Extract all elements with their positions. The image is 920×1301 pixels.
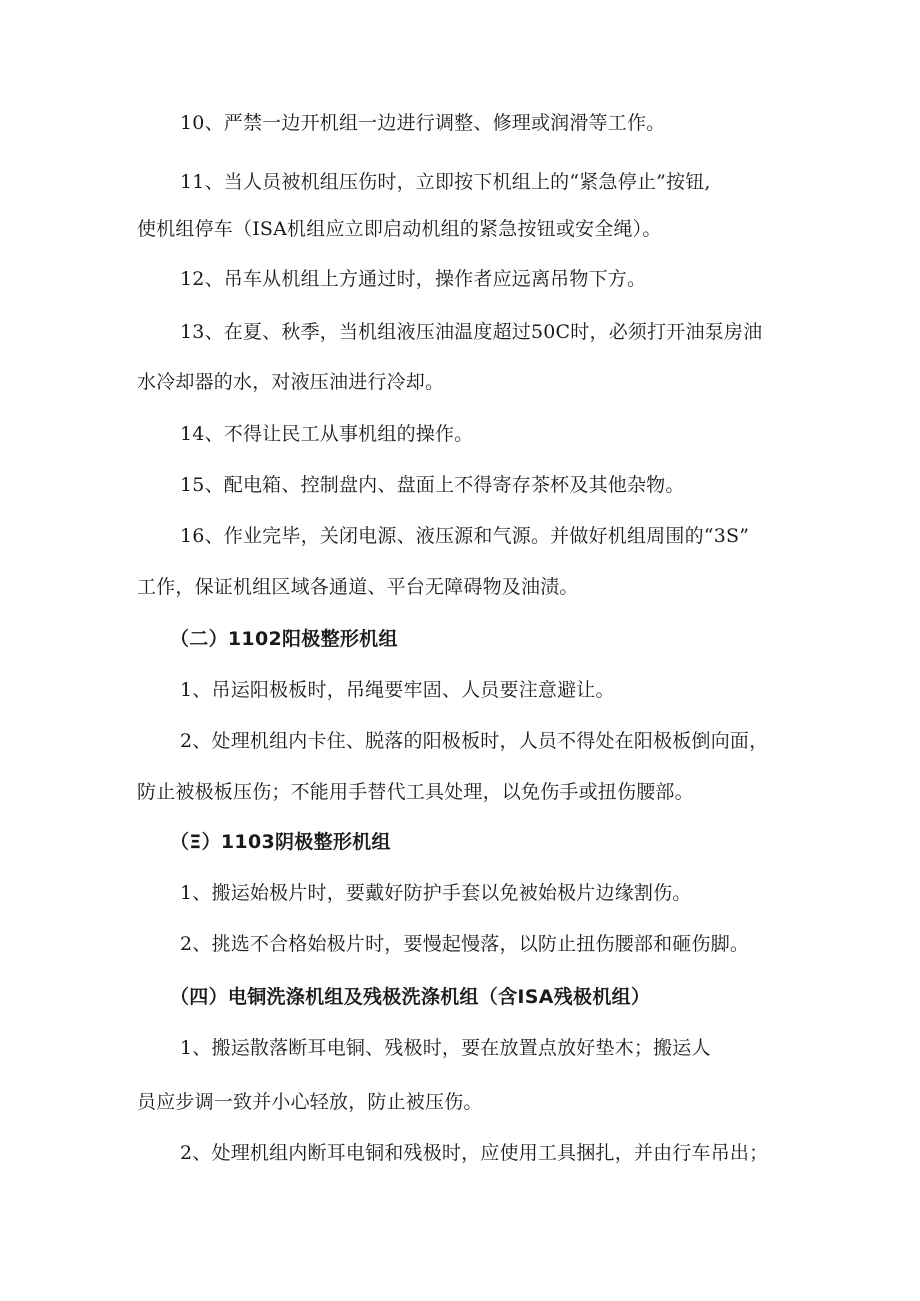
- section-2-item-1-text: 1、吊运阳极板时，吊绳要牢固、人员要注意避让。: [180, 679, 615, 701]
- section-2-heading: （二）1102阳极整形机组: [170, 628, 398, 650]
- section-4-item-1-text-line2: 员应步调一致并小心轻放，防止被压伤。: [137, 1091, 483, 1113]
- item-10-text: 10、严禁一边开机组一边进行调整、修理或润滑等工作。: [180, 112, 666, 134]
- section-3-item-1-text: 1、搬运始极片时，要戴好防护手套以免被始极片边缘割伤。: [180, 882, 692, 904]
- section-2-item-2-text-line2: 防止被极板压伤；不能用手替代工具处理，以免伤手或扭伤腰部。: [137, 781, 694, 803]
- section-2-item-2-text-line1: 2、处理机组内卡住、脱落的阳极板时，人员不得处在阳极板倒向面，: [180, 730, 769, 752]
- section-4-heading: （四）电铜洗涤机组及残极洗涤机组（含ISA残极机组）: [170, 986, 651, 1008]
- section-3-item-2-text: 2、挑选不合格始极片时，要慢起慢落，以防止扭伤腰部和砸伤脚。: [180, 933, 750, 955]
- item-11-text-line1: 11、当人员被机组压伤时，立即按下机组上的“紧急停止”按钮,: [180, 171, 711, 193]
- item-15-text: 15、配电箱、控制盘内、盘面上不得寄存茶杯及其他杂物。: [180, 474, 685, 496]
- item-16-text-line1: 16、作业完毕，关闭电源、液压源和气源。并做好机组周围的“3S”: [180, 525, 750, 547]
- section-3-heading: （Ξ）1103阴极整形机组: [170, 831, 391, 853]
- item-13-text-line2: 水冷却器的水，对液压油进行冷却。: [137, 371, 445, 393]
- item-14-text: 14、不得让民工从事机组的操作。: [180, 423, 474, 445]
- section-4-item-1-text-line1: 1、搬运散落断耳电铜、残极时，要在放置点放好垫木；搬运人: [180, 1037, 711, 1059]
- item-13-text-line1: 13、在夏、秋季，当机组液压油温度超过50C时，必须打开油泵房油: [180, 321, 763, 343]
- item-16-text-line2: 工作，保证机组区域各通道、平台无障碍物及油渍。: [137, 576, 579, 598]
- item-12-text: 12、吊车从机组上方通过时，操作者应远离吊物下方。: [180, 268, 647, 290]
- section-4-item-2-text: 2、处理机组内断耳电铜和残极时，应使用工具捆扎，并由行车吊出；: [180, 1142, 769, 1164]
- item-11-text-line2: 使机组停车（ISA机组应立即启动机组的紧急按钮或安全绳）。: [137, 218, 662, 240]
